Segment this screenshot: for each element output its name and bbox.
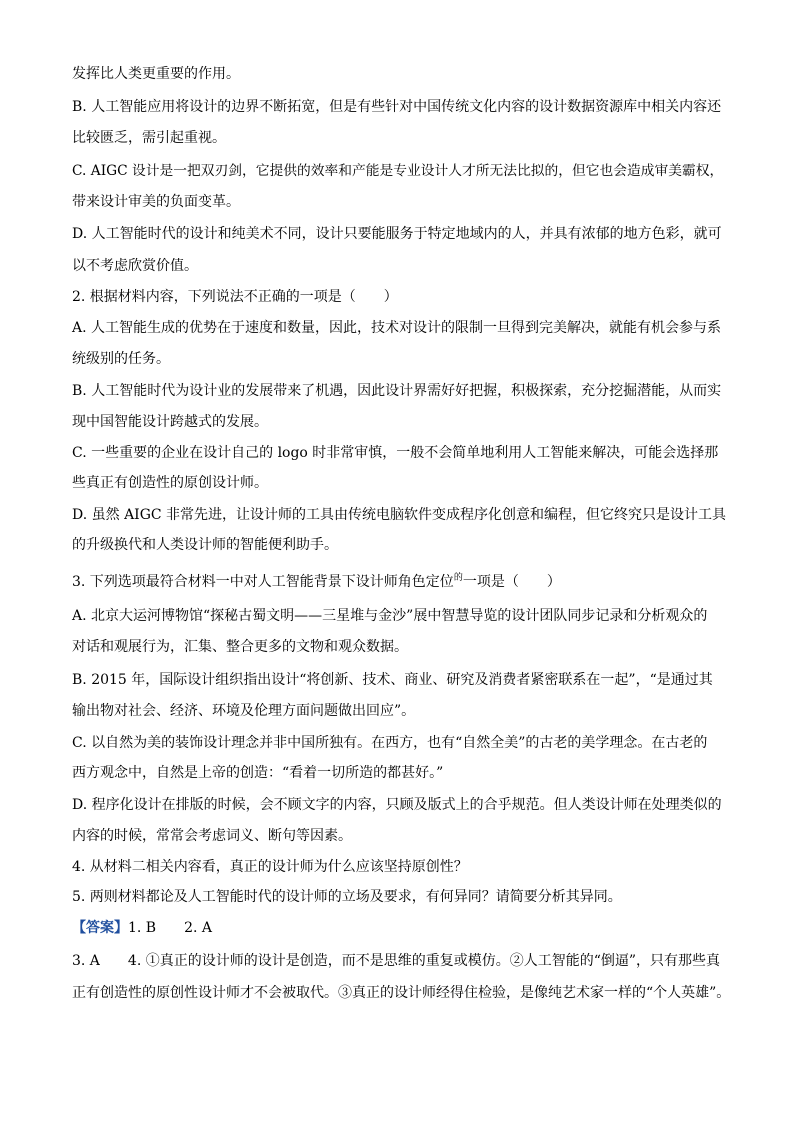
option-d: D. 程序化设计在排版的时候，会不顾文字的内容，只顾及版式上的合乎规范。但人类设计师在处理类似的: [72, 797, 722, 813]
question-3-text: 3. 下列选项最符合材料一中对人工智能背景下设计师角色定位: [72, 574, 454, 590]
text-line: 发挥比人类更重要的作用。: [72, 66, 240, 82]
answer-line: 3. A 4. ①真正的设计师的设计是创造，而不是思维的重复或模仿。②人工智能的“倒逼”，只有那些真: [72, 953, 721, 969]
option-c: C. 以自然为美的装饰设计理念并非中国所独有。在西方，也有“自然全美”的古老的美学理念。在古老的: [72, 735, 708, 751]
text-line: 西方观念中，自然是上帝的创造：“看着一切所造的都甚好。”: [72, 765, 444, 781]
option-d: D. 人工智能时代的设计和纯美术不同，设计只要能服务于特定地域内的人，并具有浓郁的地方色彩，就可: [72, 226, 722, 242]
text-line: 些真正有创造性的原创设计师。: [72, 475, 268, 491]
answer-tag: 【答案】: [72, 920, 128, 936]
option-a: A. 北京大运河博物馆“探秘古蜀文明——三星堆与金沙”展中智慧导览的设计团队同步记录和分析观众的: [72, 608, 708, 624]
option-b: B. 2015 年，国际设计组织指出设计“将创新、技术、商业、研究及消费者紧密联系在一起”，“是通过其: [72, 672, 713, 688]
option-d: D. 虽然 AIGC 非常先进，让设计师的工具由传统电脑软件变成程序化创意和编程，但它终究只是设计工具: [72, 507, 727, 523]
question-4: 4. 从材料二相关内容看，真正的设计师为什么应该坚持原创性？: [72, 859, 468, 875]
option-c: C. 一些重要的企业在设计自己的 logo 时非常审慎，一般不会简单地利用人工智能来解决，可能会选择那: [72, 445, 719, 461]
option-c: C. AIGC 设计是一把双刃剑，它提供的效率和产能是专业设计人才所无法比拟的，但它也会造成审美霸权，: [72, 163, 724, 179]
text-line: 输出物对社会、经济、环境及伦理方面问题做出回应”。: [72, 703, 416, 719]
question-3-text-end: 一项是（ ）: [462, 574, 561, 590]
answer-line: 正有创造性的原创性设计师才不会被取代。③真正的设计师经得住检验，是像纯艺术家一样的“个人英雄”。: [72, 985, 731, 1001]
answer-line: [72, 918, 212, 938]
text-line: 以不考虑欣赏价值。: [72, 258, 198, 274]
question-5: 5. 两则材料都论及人工智能时代的设计师的立场及要求，有何异同？请简要分析其异同。: [72, 889, 622, 905]
option-a: A. 人工智能生成的优势在于速度和数量，因此，技术对设计的限制一旦得到完美解决，就能有机会参与系: [72, 320, 722, 336]
text-line: 统级别的任务。: [72, 351, 170, 367]
text-line: 比较匮乏，需引起重视。: [72, 130, 226, 146]
text-line: 对话和观展行为，汇集、整合更多的文物和观众数据。: [72, 639, 408, 655]
text-line: 带来设计审美的负面变革。: [72, 194, 240, 210]
option-b: B. 人工智能应用将设计的边界不断拓宽，但是有些针对中国传统文化内容的设计数据资源库中相关内容还: [72, 99, 722, 115]
option-b: B. 人工智能时代为设计业的发展带来了机遇，因此设计界需好好把握，积极探索，充分挖掘潜能，从而实: [72, 383, 722, 399]
answer-text: 1. B 2. A: [128, 920, 213, 936]
question-3: [72, 572, 561, 592]
question-3-superscript: 的: [453, 573, 463, 583]
text-line: 现中国智能设计跨越式的发展。: [72, 414, 268, 430]
text-line: 内容的时候，常常会考虑词义、断句等因素。: [72, 828, 352, 844]
question-2: 2. 根据材料内容，下列说法不正确的一项是（ ）: [72, 289, 398, 305]
text-line: 的升级换代和人类设计师的智能便利助手。: [72, 537, 338, 553]
